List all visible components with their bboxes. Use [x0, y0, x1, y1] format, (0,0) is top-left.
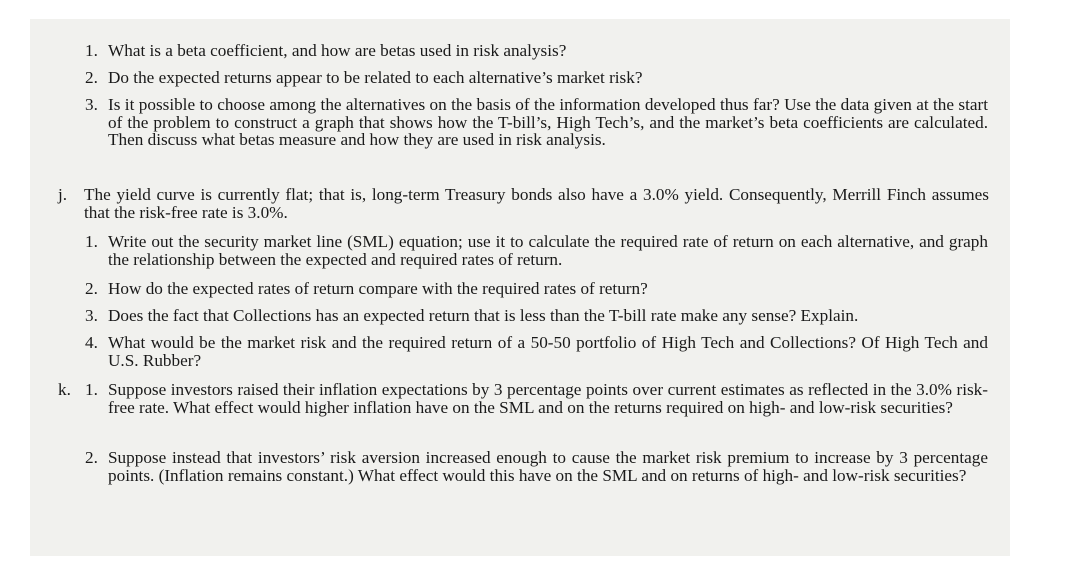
section-k-item-2 [85, 448, 988, 485]
item-text: What is a beta coefficient, and how are betas used in risk analysis? [108, 41, 567, 60]
item-number: 3. [85, 95, 98, 114]
item-text: Does the fact that Collections has an expected return that is less than the T-bill rate make any sense? Explain. [108, 306, 859, 325]
item-text: Write out the security market line (SML) equation; use it to calculate the required rate of return on each alternative, and graph the relationship between the expected and required rates of return. [108, 232, 988, 269]
item-number: 3. [85, 306, 98, 325]
item-number: 1. [85, 232, 98, 251]
item-number: 2. [85, 68, 98, 87]
item-number: 1. [85, 380, 98, 399]
item-text: Is it possible to choose among the alternatives on the basis of the information developed thus far? Use the data given at the start of the problem to construct a graph that shows how the T-bill’s, High Tech’s, and the market’s beta coefficients are calculated. Then discuss what betas measure and how they are used in risk analysis. [108, 95, 988, 149]
textbook-page [30, 19, 1010, 556]
item-text: Do the expected returns appear to be related to each alternative’s market risk? [108, 68, 643, 87]
section-j-item-3 [85, 306, 988, 325]
item-number: 2. [85, 279, 98, 298]
section-j-item-4 [85, 333, 988, 370]
question-item-3 [85, 95, 988, 149]
question-item-1 [85, 41, 988, 60]
section-j-item-2 [85, 279, 988, 298]
section-letter-k: k. [58, 380, 71, 399]
item-number: 2. [85, 448, 98, 467]
item-text: Suppose instead that investors’ risk aversion increased enough to cause the market risk premium to increase by 3 percentage points. (Inflation remains constant.) What effect would this have on the SML and on returns of high- and low-risk securities? [108, 448, 988, 485]
item-text: Suppose investors raised their inflation expectations by 3 percentage points over current estimates as reflected in the 3.0% risk-free rate. What effect would higher inflation have on the SML and on the returns required on high- and low-risk securities? [108, 380, 988, 417]
question-item-2 [85, 68, 988, 87]
item-text: What would be the market risk and the required return of a 50-50 portfolio of High Tech and Collections? Of High Tech and U.S. Rubber? [108, 333, 988, 370]
item-number: 4. [85, 333, 98, 352]
item-text: How do the expected rates of return compare with the required rates of return? [108, 279, 648, 298]
item-number: 1. [85, 41, 98, 60]
section-j-item-1 [85, 232, 988, 269]
section-k-item-1 [85, 380, 988, 417]
section-j-intro: The yield curve is currently flat; that is, long-term Treasury bonds also have a 3.0% yield. Consequently, Merrill Finch assumes that the risk-free rate is 3.0%. [84, 185, 989, 222]
section-letter-j: j. [58, 185, 68, 204]
